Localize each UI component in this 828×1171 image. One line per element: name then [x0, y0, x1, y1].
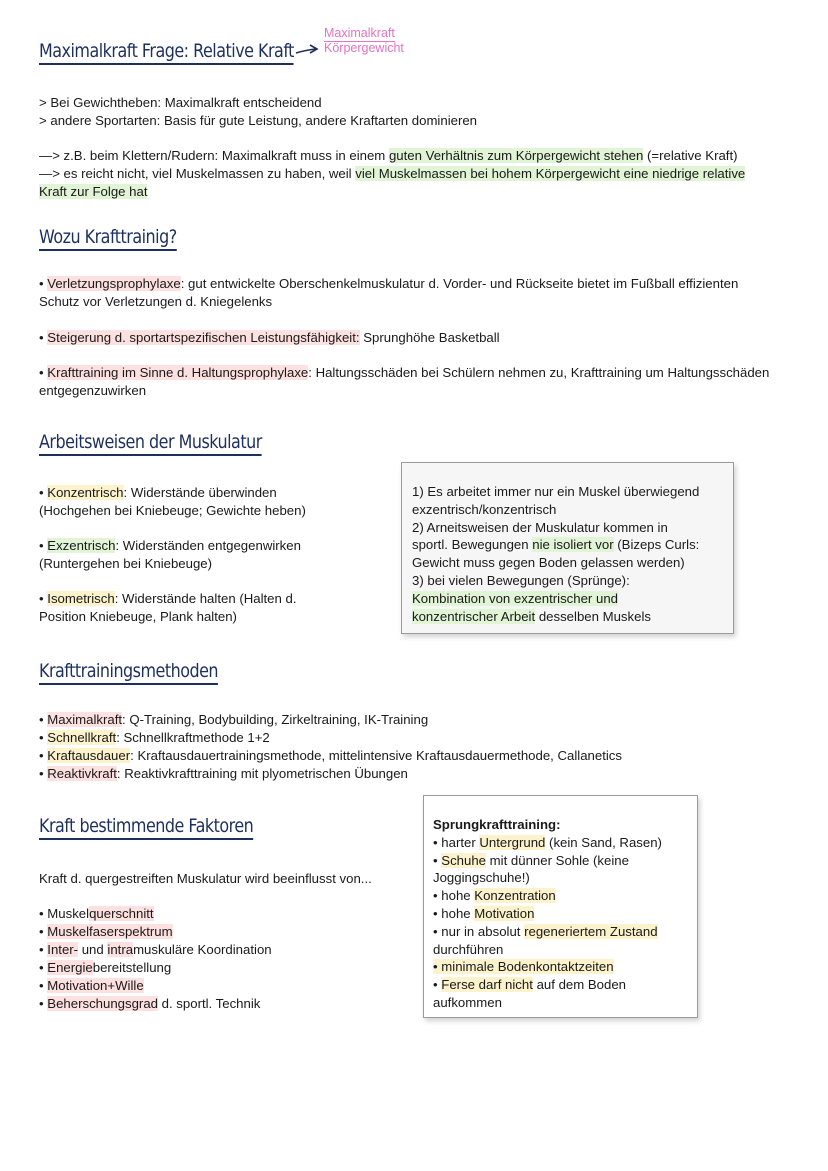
- formula-numerator: Maximalkraft: [324, 26, 395, 40]
- text-span: d. sportl. Technik: [157, 996, 261, 1011]
- highlight-span: Schuhe: [441, 852, 487, 868]
- highlight-span: Isometrisch: [47, 591, 115, 606]
- text-span: minimale Bodenkontaktzeiten: [441, 959, 614, 975]
- text-span: mit dünner Sohle (keine: [486, 852, 629, 868]
- highlight-span: viel Muskelmassen bei hohem Körpergewicht eine niedrige relative: [355, 166, 746, 181]
- text-span: (=relative Kraft): [643, 148, 738, 163]
- box-line: [433, 958, 662, 976]
- box-line: Gewicht muss gegen Boden gelassen werden): [412, 555, 685, 571]
- highlight-span: Ferse darf nicht: [441, 977, 533, 993]
- highlight-span: regeneriertem Zustand: [524, 923, 658, 939]
- highlight-span: Konzentration: [474, 888, 556, 904]
- text-span: desselben Muskels: [535, 608, 651, 624]
- bullet-item: • Energiebereitstellung: [39, 960, 172, 975]
- box-line: • hohe Motivation: [433, 905, 535, 921]
- highlight-span: Krafttraining im Sinne d. Haltungsprophylaxe: [47, 365, 309, 380]
- text-line: Kraft d. quergestreiften Muskulatur wird beeinflusst von...: [39, 871, 372, 886]
- text-line: Schutz vor Verletzungen d. Kniegelenks: [39, 294, 273, 309]
- box-line: • hohe Konzentration: [433, 888, 556, 904]
- highlight-span: nie isoliert vor: [532, 537, 614, 553]
- formula-fraction: [324, 27, 404, 55]
- text-span: bereitstellung: [92, 960, 172, 975]
- bullet-item: • Inter- und intramuskuläre Koordination: [39, 942, 272, 957]
- box-line: Joggingschuhe!): [433, 870, 530, 886]
- text-span: harter: [441, 834, 480, 850]
- info-box-sprungkrafttraining: [423, 795, 698, 1018]
- text-span: : Kraftausdauertrainingsmethode, mittelintensive Kraftausdauermethode, Callanetics: [130, 748, 622, 763]
- text-span: : Q-Training, Bodybuilding, Zirkeltraining, IK-Training: [122, 712, 429, 727]
- box-line: • Ferse darf nicht auf dem Boden: [433, 977, 627, 993]
- highlight-span: querschnitt: [89, 906, 154, 921]
- bullet-item: • Muskelquerschnitt: [39, 906, 154, 921]
- text-span: : Haltungsschäden bei Schülern nehmen zu, Krafttraining um Haltungsschäden: [308, 365, 770, 380]
- bullet-item: • Isometrisch: Widerstände halten (Halten d.: [39, 591, 297, 606]
- highlight-span: Motivation: [474, 905, 535, 921]
- bullet-item: • Maximalkraft: Q-Training, Bodybuilding, Zirkeltraining, IK-Training: [39, 712, 429, 727]
- box-line: • harter Untergrund (kein Sand, Rasen): [433, 834, 662, 850]
- text-line: [39, 183, 147, 201]
- bullet-item: • Beherschungsgrad d. sportl. Technik: [39, 996, 261, 1011]
- bullet-item: • Exzentrisch: Widerständen entgegenwirken: [39, 538, 301, 553]
- text-span: auf dem Boden: [532, 977, 627, 993]
- text-span: (kein Sand, Rasen): [545, 834, 662, 850]
- heading-relative-kraft: Maximalkraft Frage: Relative Kraft: [39, 40, 294, 65]
- text-span: —> z.B. beim Klettern/Rudern: Maximalkraft muss in einem: [39, 148, 389, 163]
- highlight-span: Kraftausdauer: [47, 748, 131, 763]
- text-span: —> es reicht nicht, viel Muskelmassen zu haben, weil: [39, 166, 356, 181]
- box-line: 1) Es arbeitet immer nur ein Muskel überwiegend: [412, 484, 700, 499]
- highlight-span: Kombination von exzentrischer und: [412, 590, 618, 606]
- text-line: entgegenzuwirken: [39, 383, 147, 398]
- text-span: Muskel: [47, 906, 90, 921]
- box-content: [433, 816, 662, 1012]
- highlight-span: Verletzungsprophylaxe: [47, 276, 181, 291]
- text-line: Position Kniebeuge, Plank halten): [39, 609, 237, 624]
- box-line: 3) bei vielen Bewegungen (Sprünge):: [412, 572, 630, 588]
- bullet-item: • Schnellkraft: Schnellkraftmethode 1+2: [39, 730, 270, 745]
- bullet-item: • Kraftausdauer: Kraftausdauertrainingsmethode, mittelintensive Kraftausdauermethode, Callanetics: [39, 748, 622, 763]
- highlight-span: Inter-: [47, 942, 79, 957]
- text-span: nur in absolut: [441, 923, 525, 939]
- heading-wozu-krafttraining: Wozu Krafttrainig?: [39, 226, 177, 251]
- box-line: [412, 608, 699, 626]
- text-span: hohe: [441, 905, 475, 921]
- text-line: (Runtergehen bei Kniebeuge): [39, 556, 213, 571]
- highlight-span: Muskelfaserspektrum: [47, 924, 173, 939]
- text-line: > andere Sportarten: Basis für gute Leistung, andere Kraftarten dominieren: [39, 113, 478, 128]
- highlight-span: konzentrischer Arbeit: [412, 608, 536, 624]
- text-span: : Widerstände halten (Halten d.: [114, 591, 297, 606]
- bullet-item: • Krafttraining im Sinne d. Haltungsprophylaxe: Haltungsschäden bei Schülern nehmen zu, Krafttraining um Haltungsschäden: [39, 365, 770, 380]
- heading-krafttrainingsmethoden: Krafttrainingsmethoden: [39, 660, 218, 685]
- text-span: : Reaktivkrafttraining mit plyometrischen Übungen: [116, 766, 408, 781]
- heading-arbeitsweisen: Arbeitsweisen der Muskulatur: [39, 431, 262, 456]
- bullet-item: • Reaktivkraft: Reaktivkrafttraining mit plyometrischen Übungen: [39, 766, 408, 781]
- highlight-span: Steigerung d. sportartspezifischen Leistungsfähigkeit:: [47, 330, 360, 345]
- box-line: • Schuhe mit dünner Sohle (keine: [433, 852, 629, 868]
- text-span: Sprunghöhe Basketball: [359, 330, 500, 345]
- bullet-item: • Motivation+Wille: [39, 978, 144, 993]
- highlight-span: Reaktivkraft: [47, 766, 117, 781]
- highlight-span: Untergrund: [479, 834, 546, 850]
- bullet-item: • Verletzungsprophylaxe: gut entwickelte Oberschenkelmuskulatur d. Vorder- und Rückseite bietet im Fußball effizienten: [39, 276, 739, 291]
- heading-kraft-faktoren: Kraft bestimmende Faktoren: [39, 815, 253, 840]
- text-span: : Schnellkraftmethode 1+2: [116, 730, 270, 745]
- text-span: sportl. Bewegungen: [412, 537, 533, 553]
- highlight-span: Exzentrisch: [47, 538, 116, 553]
- formula-denominator: Körpergewicht: [324, 41, 404, 55]
- text-span: und: [78, 942, 108, 957]
- highlight-span: Konzentrisch: [47, 485, 124, 500]
- highlight-span: Energie: [47, 960, 93, 975]
- text-span: hohe: [441, 888, 475, 904]
- box-line: exzentrisch/konzentrisch: [412, 501, 557, 517]
- bullet-item: • Steigerung d. sportartspezifischen Leistungsfähigkeit: Sprunghöhe Basketball: [39, 330, 500, 345]
- highlight-span: • minimale Bodenkontaktzeiten: [433, 959, 614, 975]
- box-line: durchführen: [433, 941, 504, 957]
- text-line: > Bei Gewichtheben: Maximalkraft entscheidend: [39, 95, 322, 110]
- box-content: [412, 483, 699, 625]
- bullet-item: • Konzentrisch: Widerstände überwinden: [39, 485, 277, 500]
- highlight-span: Motivation+Wille: [47, 978, 144, 993]
- box-line: 2) Arneitsweisen der Muskulatur kommen in: [412, 519, 668, 535]
- box-line: [412, 536, 699, 554]
- box-line: • nur in absolut regeneriertem Zustand: [433, 923, 658, 939]
- highlight-span: Maximalkraft: [47, 712, 123, 727]
- box-line: aufkommen: [433, 994, 502, 1010]
- box-title: Sprungkrafttraining:: [433, 817, 561, 832]
- bullet-item: • Muskelfaserspektrum: [39, 924, 173, 939]
- highlight-span: Kraft zur Folge hat: [39, 184, 148, 199]
- box-line: [412, 590, 699, 608]
- highlight-span: intra: [107, 942, 134, 957]
- text-line: [39, 165, 745, 183]
- text-span: muskuläre Koordination: [133, 942, 272, 957]
- highlight-span: Schnellkraft: [47, 730, 117, 745]
- text-span: : gut entwickelte Oberschenkelmuskulatur d. Vorder- und Rückseite bietet im Fußball effizienten: [180, 276, 739, 291]
- text-span: : Widerständen entgegenwirken: [115, 538, 301, 553]
- arrow-right-icon: [294, 44, 320, 58]
- text-line: [39, 147, 738, 165]
- text-line: (Hochgehen bei Kniebeuge; Gewichte heben): [39, 503, 306, 518]
- info-box-arbeitsweisen: [401, 462, 734, 634]
- highlight-span: guten Verhältnis zum Körpergewicht stehen: [388, 148, 644, 163]
- highlight-span: Beherschungsgrad: [47, 996, 158, 1011]
- text-span: : Widerstände überwinden: [123, 485, 277, 500]
- text-span: (Bizeps Curls:: [613, 537, 700, 553]
